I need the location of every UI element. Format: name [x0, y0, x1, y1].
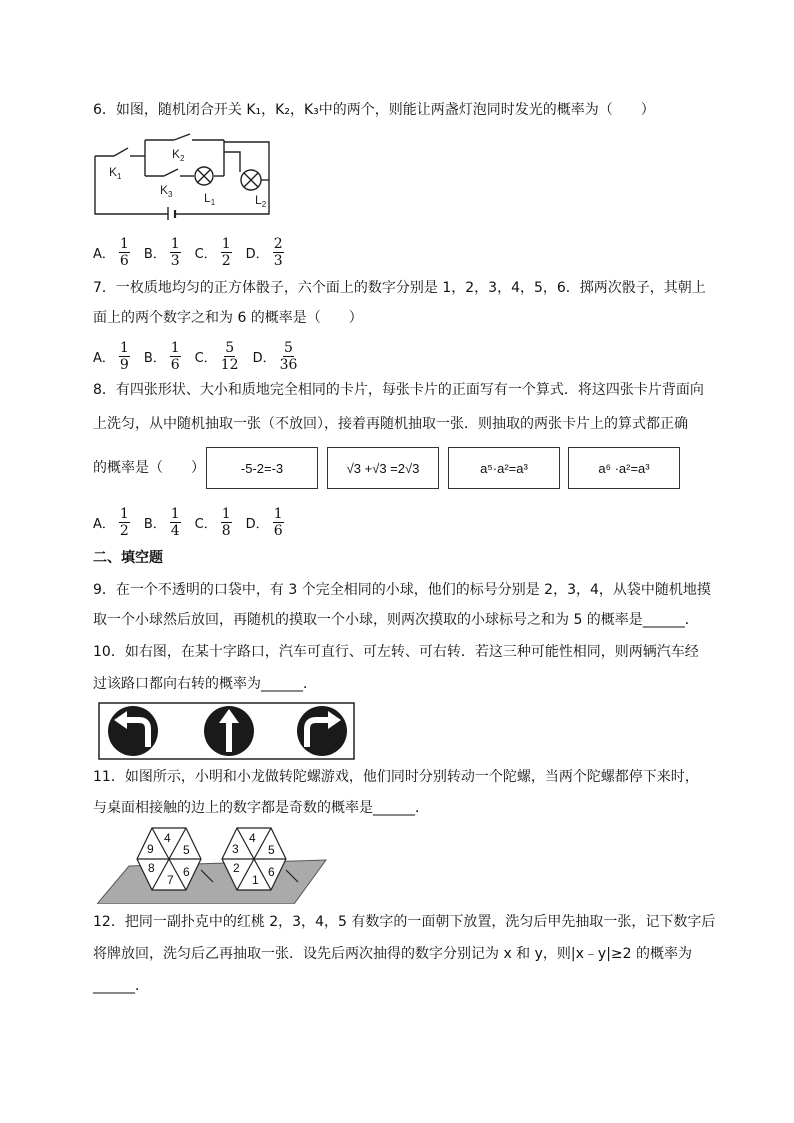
svg-text:6: 6 [268, 865, 275, 879]
right-turn-sign-icon [297, 706, 347, 756]
q7-option-a[interactable]: A． $\frac{1}{9}$ [93, 339, 129, 373]
q8-option-c[interactable]: C． $\frac{1}{8}$ [194, 505, 231, 539]
q7-options [93, 336, 311, 376]
q8-line1: 8．有四张形状、大小和质地完全相同的卡片，每张卡片的正面写有一个算式．将这四张卡片背面向 [93, 382, 704, 398]
left-turn-sign-icon [108, 706, 158, 756]
svg-text:7: 7 [167, 873, 174, 887]
svg-text:K3: $K_3$ [160, 183, 173, 199]
svg-text:8: 8 [148, 861, 155, 875]
q8-card-1: -5-2=-3 [206, 447, 318, 489]
q12-line3: ______． [93, 978, 149, 994]
traffic-signs [98, 702, 355, 760]
q6-option-d[interactable]: D． $\frac{2}{3}$ [245, 235, 283, 269]
q10-line1: 10．如右图，在某十字路口，汽车可直行、可左转、可右转．若这三种可能性相同，则两辆汽车经 [93, 644, 699, 660]
svg-text:1: 1 [252, 873, 259, 887]
q9-line2: 取一个小球然后放回，再随机的摸取一个小球，则两次摸取的小球标号之和为 5 的概率是______． [93, 612, 699, 628]
q7-line1: 7．一枚质地均匀的正方体骰子，六个面上的数字分别是 1，2，3，4，5，6．掷两次骰子，其朝上 [93, 280, 706, 296]
q8-option-a[interactable]: A． $\frac{1}{2}$ [93, 505, 129, 539]
svg-text:5: 5 [183, 843, 190, 857]
svg-text:6: 6 [183, 865, 190, 879]
q10-line2: 过该路口都向右转的概率为______． [93, 676, 317, 692]
svg-text:L1: $L_1$ [204, 191, 216, 207]
q11-line2: 与桌面相接触的边上的数字都是奇数的概率是______． [93, 800, 429, 816]
spinning-tops-diagram [97, 826, 327, 904]
q6-option-a[interactable]: A． $\frac{1}{6}$ [93, 235, 129, 269]
q8-options [93, 502, 298, 542]
svg-text:4: 4 [164, 831, 171, 845]
q12-line1: 12．把同一副扑克中的红桃 2，3，4，5 有数字的一面朝下放置，洗匀后甲先抽取一张，记下数字后 [93, 914, 716, 930]
circuit-diagram [92, 132, 278, 220]
q8-option-b[interactable]: B． $\frac{1}{4}$ [143, 505, 180, 539]
q11-line1: 11．如图所示，小明和小龙做转陀螺游戏，他们同时分别转动一个陀螺，当两个陀螺都停下来时， [93, 769, 699, 785]
section-title: 二、填空题 [93, 550, 163, 566]
q8-card-2: √3 +√3 =2√3 [327, 447, 439, 489]
q8-line2: 上洗匀，从中随机抽取一张（不放回），接着再随机抽取一张．则抽取的两张卡片上的算式都正确 [93, 416, 688, 432]
q6-options [93, 232, 298, 272]
svg-text:4: 4 [249, 831, 256, 845]
svg-text:K2: $K_2$ [172, 147, 185, 163]
q7-option-c[interactable]: C． $\frac{5}{12}$ [194, 339, 239, 373]
svg-text:K1: $K_1$ [109, 165, 122, 181]
q7-option-b[interactable]: B． $\frac{1}{6}$ [143, 339, 180, 373]
q9-line1: 9．在一个不透明的口袋中，有 3 个完全相同的小球，他们的标号分别是 2，3，4，从袋中随机地摸 [93, 582, 711, 598]
q8-line3: 的概率是（ ） [93, 460, 205, 476]
q8-card-3: a⁵·a²=a³ [448, 447, 560, 489]
q7-line2: 面上的两个数字之和为 6 的概率是（ ） [93, 310, 363, 326]
q8-card-4: a⁶ ·a²=a³ [568, 447, 680, 489]
q7-option-d[interactable]: D． $\frac{5}{36}$ [252, 339, 298, 373]
q6-option-c[interactable]: C． $\frac{1}{2}$ [194, 235, 231, 269]
svg-text:3: 3 [232, 842, 239, 856]
svg-text:9: 9 [147, 842, 154, 856]
svg-text:5: 5 [268, 843, 275, 857]
straight-sign-icon [204, 706, 254, 756]
q8-option-d[interactable]: D． $\frac{1}{6}$ [245, 505, 283, 539]
q6-text: 6．如图，随机闭合开关 K₁，K₂，K₃中的两个，则能让两盏灯泡同时发光的概率为（ ） [93, 102, 655, 118]
svg-text:2: 2 [233, 861, 240, 875]
q6-option-b[interactable]: B． $\frac{1}{3}$ [143, 235, 180, 269]
q12-line2: 将牌放回，洗匀后乙再抽取一张．设先后两次抽得的数字分别记为 x 和 y，则|x﹣y|≥2 的概率为 [93, 946, 693, 962]
svg-text:L2: $L_2$ [255, 193, 267, 209]
